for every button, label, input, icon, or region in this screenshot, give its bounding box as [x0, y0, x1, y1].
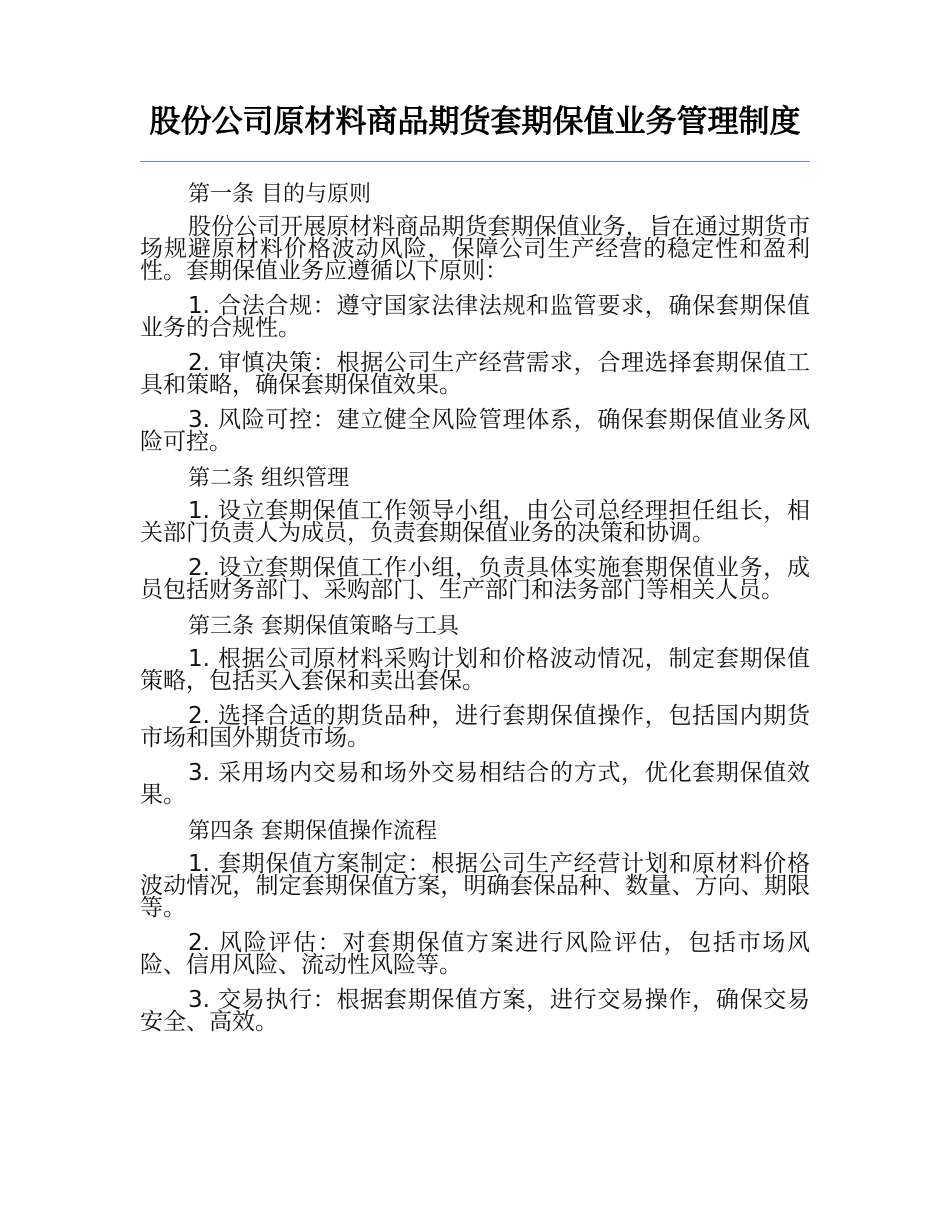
- section-1: [140, 182, 810, 453]
- paragraph: 2. 选择合适的期货品种，进行套期保值操作，包括国内期货市场和国外期货市场。: [140, 703, 810, 751]
- paragraph: 3. 风险可控：建立健全风险管理体系，确保套期保值业务风险可控。: [140, 407, 810, 455]
- paragraph: 股份公司开展原材料商品期货套期保值业务，旨在通过期货市场规避原材料价格波动风险，保障公司生产经营的稳定性和盈利性。套期保值业务应遵循以下原则：: [140, 214, 810, 284]
- paragraph: 3. 交易执行：根据套期保值方案，进行交易操作，确保交易安全、高效。: [140, 987, 810, 1035]
- document-title: 股份公司原材料商品期货套期保值业务管理制度: [149, 104, 801, 140]
- paragraph: 1. 套期保值方案制定：根据公司生产经营计划和原材料价格波动情况，制定套期保值方案，明确套保品种、数量、方向、期限等。: [140, 851, 810, 921]
- section-heading: 第二条 组织管理: [188, 466, 349, 491]
- paragraph: 1. 设立套期保值工作领导小组，由公司总经理担任组长，相关部门负责人为成员，负责套期保值业务的决策和协调。: [140, 498, 810, 546]
- paragraph: 2. 设立套期保值工作小组，负责具体实施套期保值业务，成员包括财务部门、采购部门、生产部门和法务部门等相关人员。: [140, 555, 810, 603]
- section-3: [140, 614, 810, 806]
- section-4: [140, 819, 810, 1033]
- paragraph: 1. 合法合规：遵守国家法律法规和监管要求，确保套期保值业务的合规性。: [140, 293, 810, 341]
- section-heading: 第一条 目的与原则: [188, 182, 371, 207]
- paragraph: 2. 风险评估：对套期保值方案进行风险评估，包括市场风险、信用风险、流动性风险等。: [140, 930, 810, 978]
- paragraph: 2. 审慎决策：根据公司生产经营需求，合理选择套期保值工具和策略，确保套期保值效果。: [140, 350, 810, 398]
- section-heading: 第四条 套期保值操作流程: [188, 819, 437, 844]
- section-2: [140, 466, 810, 601]
- paragraph: 1. 根据公司原材料采购计划和价格波动情况，制定套期保值策略，包括买入套保和卖出套保。: [140, 646, 810, 694]
- section-heading: 第三条 套期保值策略与工具: [188, 614, 459, 639]
- paragraph: 3. 采用场内交易和场外交易相结合的方式，优化套期保值效果。: [140, 760, 810, 808]
- document-body: [140, 182, 810, 1046]
- title-underline: [140, 161, 810, 162]
